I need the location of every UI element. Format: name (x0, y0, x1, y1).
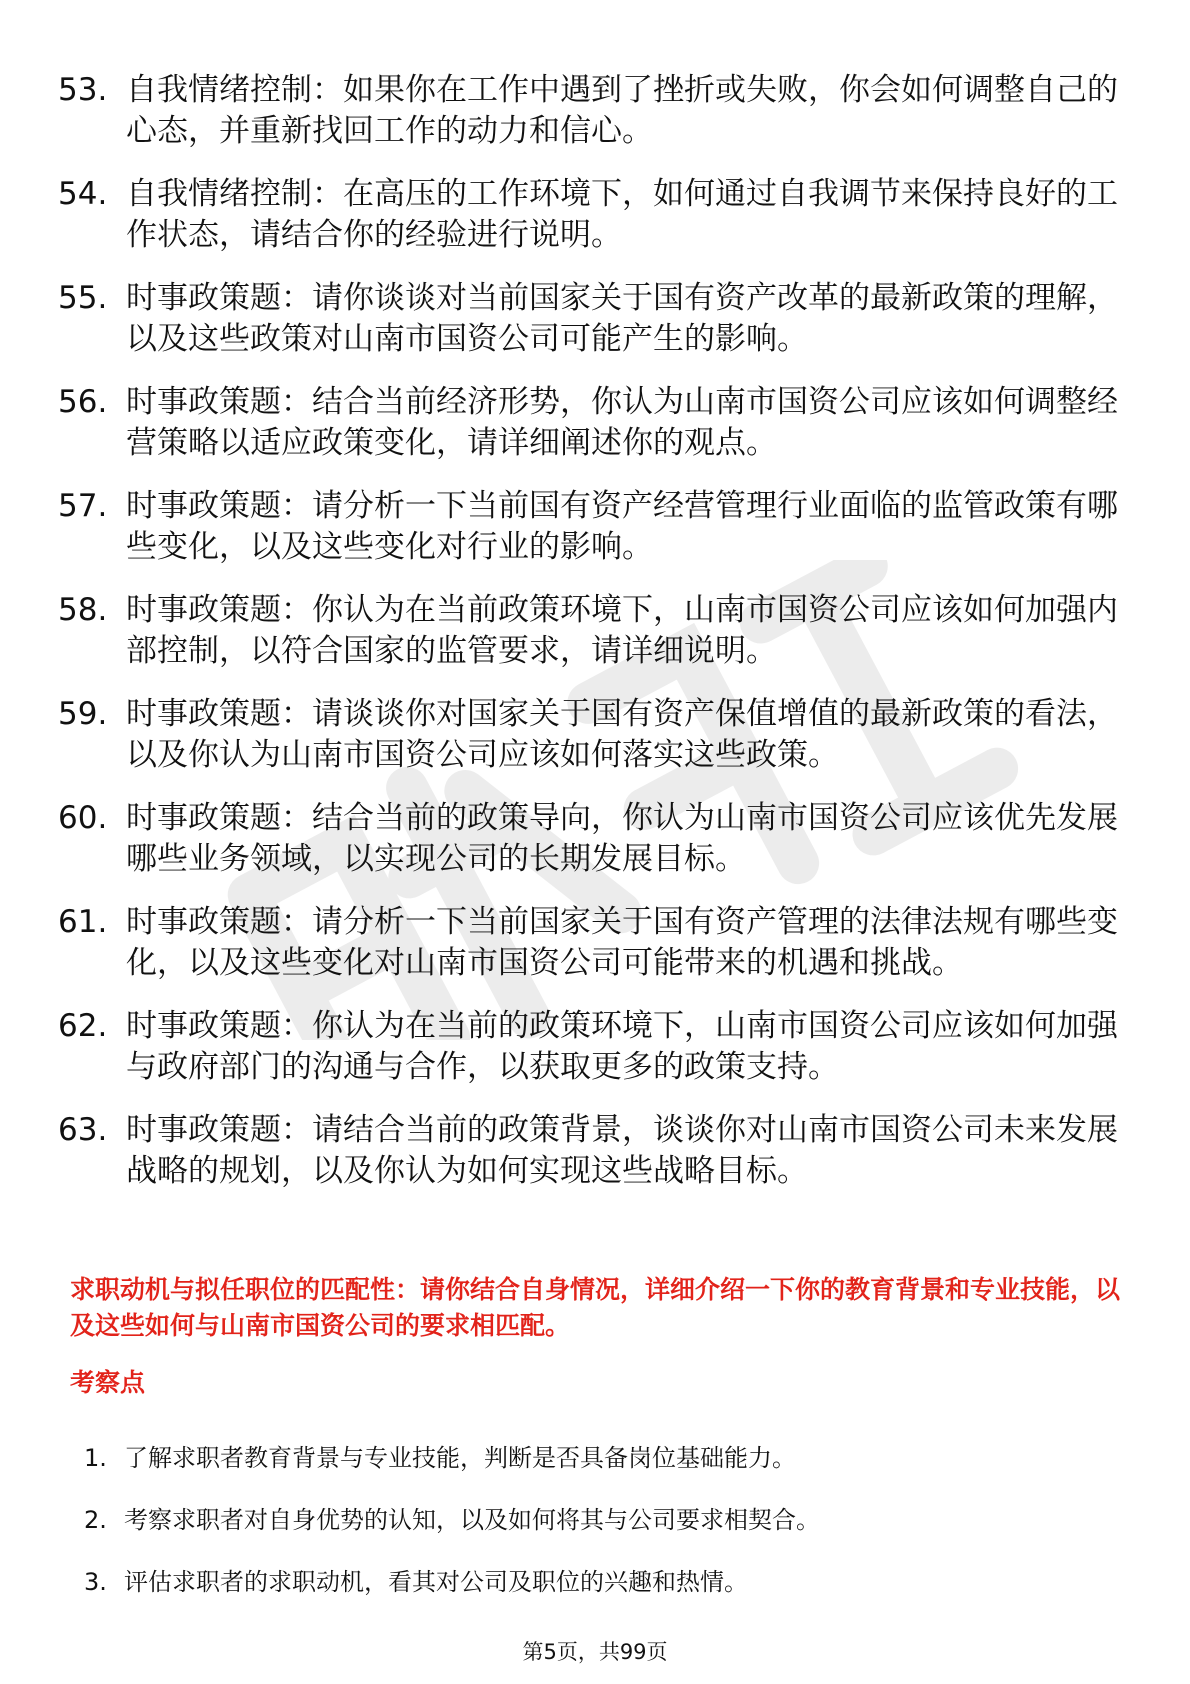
question-text: 时事政策题：请结合当前的政策背景，谈谈你对山南市国资公司未来发展战略的规划，以及你认为如何实现这些战略目标。 (126, 1112, 1118, 1189)
question-item (58, 174, 1118, 256)
question-text: 自我情绪控制：在高压的工作环境下，如何通过自我调节来保持良好的工作状态，请结合你的经验进行说明。 (126, 176, 1118, 253)
question-number: 55. (58, 280, 108, 316)
question-list (58, 70, 1118, 1214)
question-text: 自我情绪控制：如果你在工作中遇到了挫折或失败，你会如何调整自己的心态，并重新找回工作的动力和信心。 (126, 72, 1118, 149)
point-number: 3. (84, 1568, 107, 1596)
assessment-point (84, 1442, 1104, 1474)
question-number: 59. (58, 696, 108, 732)
point-number: 2. (84, 1506, 107, 1534)
question-text: 时事政策题：结合当前经济形势，你认为山南市国资公司应该如何调整经营策略以适应政策变化，请详细阐述你的观点。 (126, 384, 1118, 461)
question-number: 60. (58, 800, 108, 836)
question-text: 时事政策题：请分析一下当前国有资产经营管理行业面临的监管政策有哪些变化，以及这些变化对行业的影响。 (126, 488, 1118, 565)
question-item (58, 382, 1118, 464)
question-text: 时事政策题：结合当前的政策导向，你认为山南市国资公司应该优先发展哪些业务领域，以实现公司的长期发展目标。 (126, 800, 1118, 877)
question-number: 61. (58, 904, 108, 940)
assessment-point (84, 1504, 1104, 1536)
page-footer: 第5页，共99页 (522, 1640, 668, 1664)
question-number: 54. (58, 176, 108, 212)
question-item (58, 798, 1118, 880)
question-item (58, 70, 1118, 152)
question-number: 53. (58, 72, 108, 108)
question-item (58, 1110, 1118, 1192)
question-item (58, 278, 1118, 360)
section-heading: 考察点 (70, 1368, 146, 1397)
question-text: 时事政策题：请你谈谈对当前国家关于国有资产改革的最新政策的理解，以及这些政策对山南市国资公司可能产生的影响。 (126, 280, 1118, 357)
highlight-question: 求职动机与拟任职位的匹配性：请你结合自身情况，详细介绍一下你的教育背景和专业技能，以及这些如何与山南市国资公司的要求相匹配。 (70, 1275, 1121, 1340)
question-item (58, 486, 1118, 568)
question-number: 58. (58, 592, 108, 628)
question-text: 时事政策题：请谈谈你对国家关于国有资产保值增值的最新政策的看法，以及你认为山南市国资公司应该如何落实这些政策。 (126, 696, 1118, 773)
question-item (58, 590, 1118, 672)
point-text: 评估求职者的求职动机，看其对公司及职位的兴趣和热情。 (124, 1568, 748, 1596)
question-number: 57. (58, 488, 108, 524)
question-item (58, 694, 1118, 776)
question-text: 时事政策题：你认为在当前政策环境下，山南市国资公司应该如何加强内部控制，以符合国家的监管要求，请详细说明。 (126, 592, 1118, 669)
question-number: 62. (58, 1008, 108, 1044)
point-number: 1. (84, 1444, 107, 1472)
point-text: 了解求职者教育背景与专业技能，判断是否具备岗位基础能力。 (124, 1444, 796, 1472)
question-number: 63. (58, 1112, 108, 1148)
question-item (58, 1006, 1118, 1088)
question-text: 时事政策题：你认为在当前的政策环境下，山南市国资公司应该如何加强与政府部门的沟通与合作，以获取更多的政策支持。 (126, 1008, 1118, 1085)
assessment-point (84, 1566, 1104, 1598)
assessment-points-list (84, 1442, 1104, 1628)
question-number: 56. (58, 384, 108, 420)
point-text: 考察求职者对自身优势的认知，以及如何将其与公司要求相契合。 (124, 1506, 820, 1534)
question-text: 时事政策题：请分析一下当前国家关于国有资产管理的法律法规有哪些变化，以及这些变化对山南市国资公司可能带来的机遇和挑战。 (126, 904, 1118, 981)
question-item (58, 902, 1118, 984)
